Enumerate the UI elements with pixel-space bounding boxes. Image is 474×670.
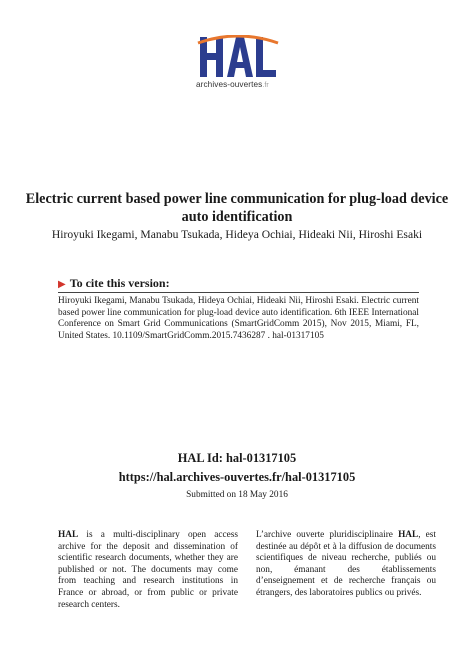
hal-logo-letters bbox=[196, 35, 280, 79]
paper-authors: Hiroyuki Ikegami, Manabu Tsukada, Hideya Ochiai, Hideaki Nii, Hiroshi Esaki bbox=[51, 228, 423, 241]
abstract-english bbox=[58, 530, 238, 611]
abstract-french bbox=[256, 530, 436, 600]
abstract-french-intro: L’archive ouverte pluridisciplinaire bbox=[256, 530, 399, 540]
paper-title: Electric current based power line communication for plug-load device auto identification bbox=[25, 191, 449, 225]
hal-url-link[interactable]: https://hal.archives-ouvertes.fr/hal-01317105 bbox=[118, 470, 356, 484]
hal-id: HAL Id: hal-01317105 bbox=[177, 451, 297, 465]
divider bbox=[58, 292, 419, 293]
submission-date: Submitted on 18 May 2016 bbox=[186, 490, 288, 500]
cite-heading: ▶ To cite this version: bbox=[58, 276, 170, 290]
logo-subtitle: archives-ouvertes.fr bbox=[196, 80, 269, 89]
triangle-right-icon: ▶ bbox=[58, 279, 66, 290]
hal-lead-fr: HAL bbox=[398, 530, 419, 540]
abstract-french-text: , est destinée au dépôt et à la diffusion de documents scientifiques de niveau recherche, publiés ou non, émanant des établissements d’enseignement et de recherche français ou étrangers, des laboratoires publics ou privés. bbox=[256, 530, 436, 598]
hal-lead: HAL bbox=[58, 530, 79, 540]
hal-logo bbox=[196, 35, 280, 95]
citation-text: Hiroyuki Ikegami, Manabu Tsukada, Hideya Ochiai, Hideaki Nii, Hiroshi Esaki. Electric current based power line communication for plug-load device auto identification. 6th IEEE International Conference on Smart Grid Communications (SmartGridComm 2015), Nov 2015, Miami, FL, United States. 10.1109/SmartGridComm.2015.7436287 . hal-01317105 bbox=[58, 296, 419, 341]
abstract-english-text: is a multi-disciplinary open access archive for the deposit and dissemination of scientific research documents, whether they are published or not. The documents may come from teaching and research institutions in France or abroad, or from public or private research centers. bbox=[58, 530, 238, 610]
